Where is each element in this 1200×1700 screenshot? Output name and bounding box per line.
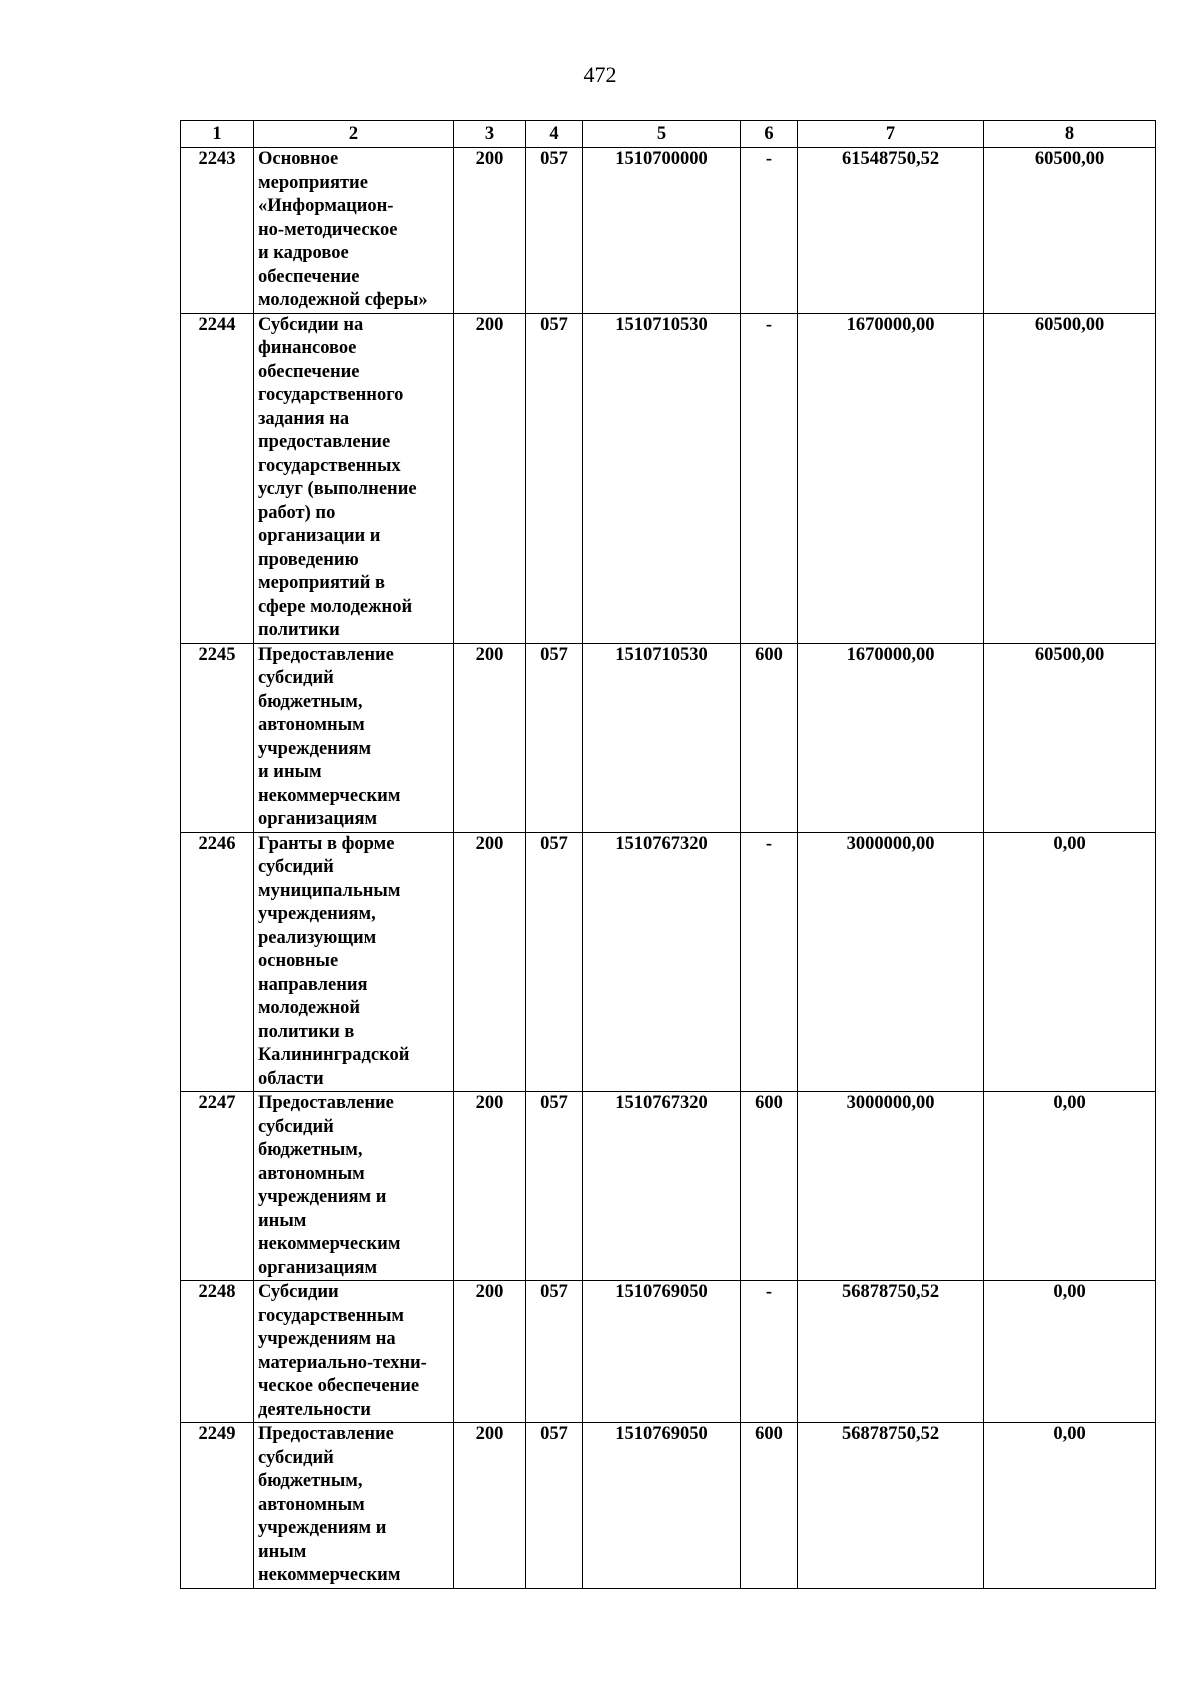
table-row bbox=[181, 643, 1156, 832]
table-row bbox=[181, 832, 1156, 1092]
row-name: Субсидии на финансовое обеспечение государственного задания на предоставление государственных услуг (выполнение работ) по организации и проведению мероприятий в сфере молодежной политики bbox=[254, 313, 454, 643]
page-number: 472 bbox=[583, 62, 617, 87]
col-4-cell: 057 bbox=[526, 1092, 583, 1281]
col-6-cell: 600 bbox=[741, 1092, 798, 1281]
col-4-cell: 057 bbox=[526, 148, 583, 314]
col-6-cell: 600 bbox=[741, 643, 798, 832]
row-number: 2246 bbox=[181, 832, 254, 1092]
col-4-cell: 057 bbox=[526, 1281, 583, 1423]
col-4-cell: 057 bbox=[526, 1423, 583, 1589]
col-3-cell: 200 bbox=[454, 643, 526, 832]
row-name: Предоставление субсидий бюджетным, автономным учреждениям и иным некоммерческим организациям bbox=[254, 643, 454, 832]
col-6-cell: - bbox=[741, 1281, 798, 1423]
col-8-cell: 0,00 bbox=[984, 832, 1156, 1092]
header-cell: 1 bbox=[181, 121, 254, 148]
header-row bbox=[181, 121, 1156, 148]
col-7-cell: 3000000,00 bbox=[798, 832, 984, 1092]
row-number: 2245 bbox=[181, 643, 254, 832]
col-7-cell: 56878750,52 bbox=[798, 1281, 984, 1423]
table-row bbox=[181, 1092, 1156, 1281]
col-7-cell: 1670000,00 bbox=[798, 313, 984, 643]
col-8-cell: 0,00 bbox=[984, 1281, 1156, 1423]
col-5-cell: 1510769050 bbox=[583, 1423, 741, 1589]
col-3-cell: 200 bbox=[454, 1092, 526, 1281]
table-row bbox=[181, 148, 1156, 314]
col-3-cell: 200 bbox=[454, 832, 526, 1092]
row-name: Субсидии государственным учреждениям на материально-техни- ческое обеспечение деятельности bbox=[254, 1281, 454, 1423]
col-5-cell: 1510767320 bbox=[583, 1092, 741, 1281]
col-7-cell: 56878750,52 bbox=[798, 1423, 984, 1589]
header-cell: 6 bbox=[741, 121, 798, 148]
col-8-cell: 60500,00 bbox=[984, 643, 1156, 832]
col-6-cell: - bbox=[741, 148, 798, 314]
col-8-cell: 60500,00 bbox=[984, 148, 1156, 314]
col-6-cell: - bbox=[741, 313, 798, 643]
header-cell: 4 bbox=[526, 121, 583, 148]
row-number: 2248 bbox=[181, 1281, 254, 1423]
budget-table bbox=[180, 120, 1156, 1589]
col-5-cell: 1510769050 bbox=[583, 1281, 741, 1423]
col-6-cell: - bbox=[741, 832, 798, 1092]
table-row bbox=[181, 1281, 1156, 1423]
table-row bbox=[181, 313, 1156, 643]
col-5-cell: 1510710530 bbox=[583, 643, 741, 832]
header-cell: 2 bbox=[254, 121, 454, 148]
col-4-cell: 057 bbox=[526, 832, 583, 1092]
col-5-cell: 1510767320 bbox=[583, 832, 741, 1092]
table-row bbox=[181, 1423, 1156, 1589]
col-4-cell: 057 bbox=[526, 643, 583, 832]
header-cell: 8 bbox=[984, 121, 1156, 148]
row-number: 2247 bbox=[181, 1092, 254, 1281]
row-name: Предоставление субсидий бюджетным, автономным учреждениям и иным некоммерческим bbox=[254, 1423, 454, 1589]
col-4-cell: 057 bbox=[526, 313, 583, 643]
row-name: Предоставление субсидий бюджетным, автономным учреждениям и иным некоммерческим организациям bbox=[254, 1092, 454, 1281]
col-3-cell: 200 bbox=[454, 148, 526, 314]
col-7-cell: 3000000,00 bbox=[798, 1092, 984, 1281]
col-7-cell: 1670000,00 bbox=[798, 643, 984, 832]
col-5-cell: 1510710530 bbox=[583, 313, 741, 643]
col-3-cell: 200 bbox=[454, 313, 526, 643]
col-3-cell: 200 bbox=[454, 1423, 526, 1589]
row-name: Гранты в форме субсидий муниципальным учреждениям, реализующим основные направления молодежной политики в Калининградской области bbox=[254, 832, 454, 1092]
header-cell: 7 bbox=[798, 121, 984, 148]
row-number: 2249 bbox=[181, 1423, 254, 1589]
header-cell: 5 bbox=[583, 121, 741, 148]
col-7-cell: 61548750,52 bbox=[798, 148, 984, 314]
col-3-cell: 200 bbox=[454, 1281, 526, 1423]
row-number: 2244 bbox=[181, 313, 254, 643]
col-8-cell: 60500,00 bbox=[984, 313, 1156, 643]
col-8-cell: 0,00 bbox=[984, 1092, 1156, 1281]
row-number: 2243 bbox=[181, 148, 254, 314]
header-cell: 3 bbox=[454, 121, 526, 148]
col-5-cell: 1510700000 bbox=[583, 148, 741, 314]
col-6-cell: 600 bbox=[741, 1423, 798, 1589]
row-name: Основное мероприятие «Информацион- но-методическое и кадровое обеспечение молодежной сферы» bbox=[254, 148, 454, 314]
col-8-cell: 0,00 bbox=[984, 1423, 1156, 1589]
